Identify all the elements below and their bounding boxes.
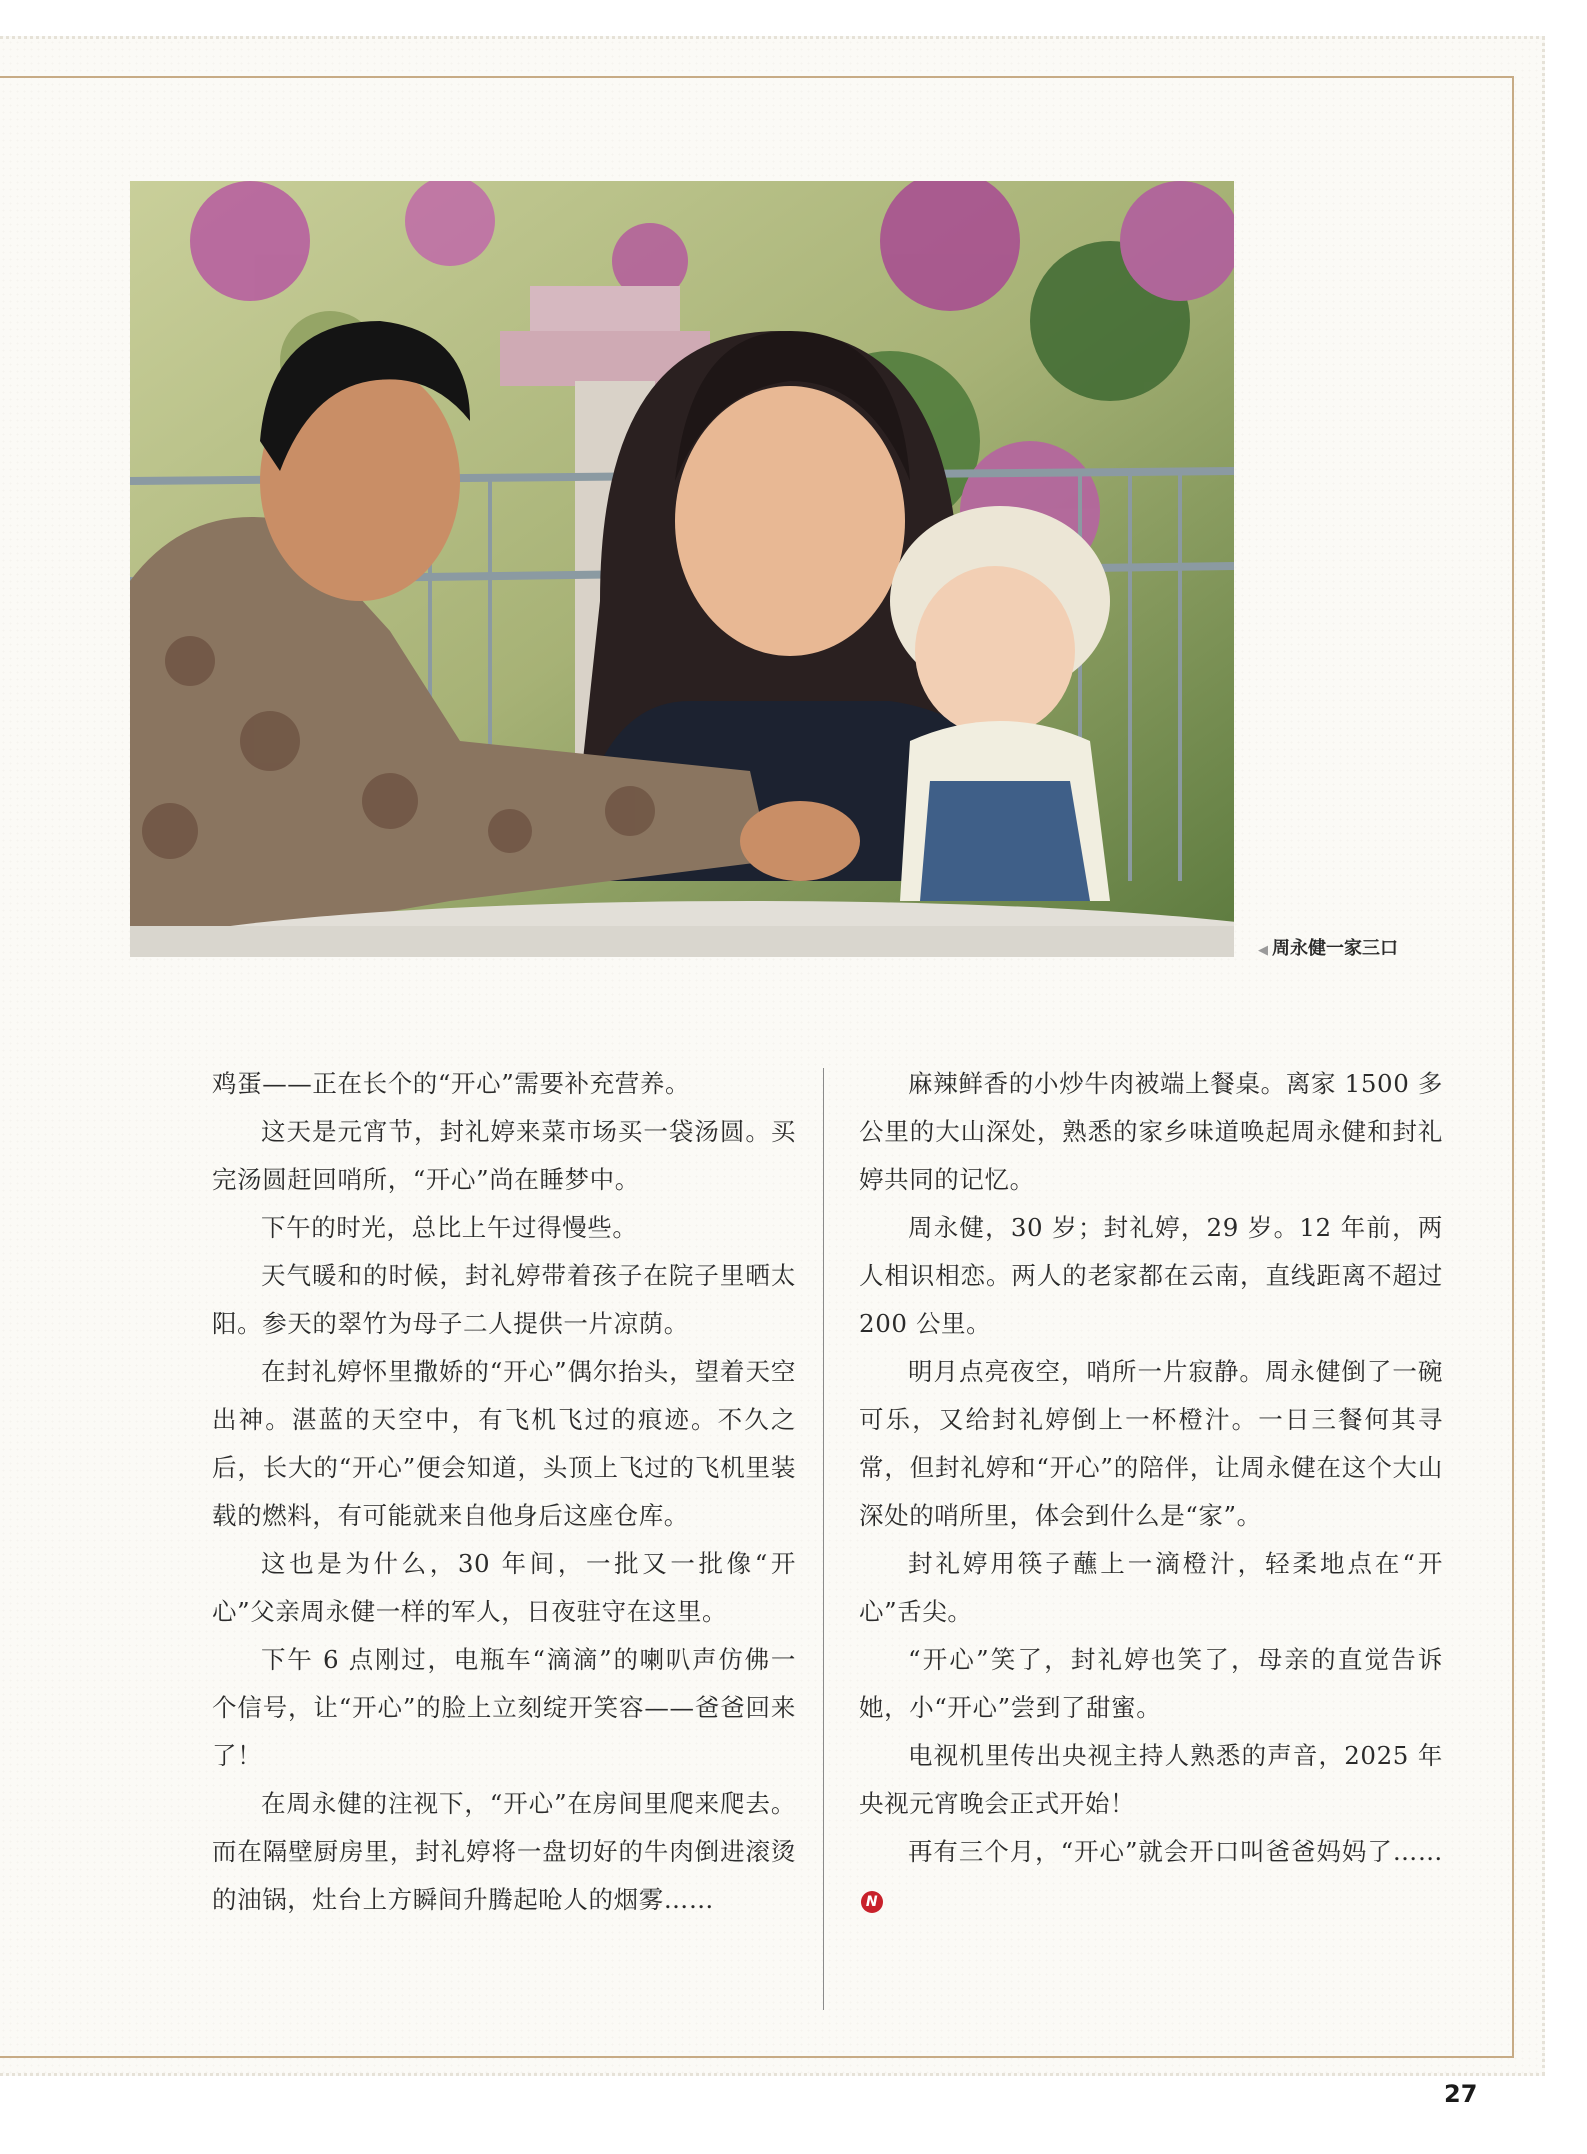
paragraph: “开心”笑了，封礼婷也笑了，母亲的直觉告诉她，小“开心”尝到了甜蜜。: [859, 1645, 1443, 1722]
paragraph: 在封礼婷怀里撒娇的“开心”偶尔抬头，望着天空出神。湛蓝的天空中，有飞机飞过的痕迹。不久之后，长大的“开心”便会知道，头顶上飞过的飞机里装载的燃料，有可能就来自他身后这座仓库。: [212, 1357, 796, 1530]
photo-caption: [1258, 934, 1398, 960]
paragraph: 天气暖和的时候，封礼婷带着孩子在院子里晒太阳。参天的翠竹为母子二人提供一片凉荫。: [212, 1261, 796, 1338]
paragraph: 明月点亮夜空，哨所一片寂静。周永健倒了一碗可乐，又给封礼婷倒上一杯橙汁。一日三餐何其寻常，但封礼婷和“开心”的陪伴，让周永健在这个大山深处的哨所里，体会到什么是“家”。: [859, 1357, 1443, 1530]
paragraph: 周永健，30 岁；封礼婷，29 岁。12 年前，两人相识相恋。两人的老家都在云南，直线距离不超过 200 公里。: [859, 1213, 1443, 1338]
paragraph: 在周永健的注视下，“开心”在房间里爬来爬去。而在隔壁厨房里，封礼婷将一盘切好的牛肉倒进滚烫的油锅，灶台上方瞬间升腾起呛人的烟雾……: [212, 1789, 796, 1914]
last-paragraph: [859, 1828, 1443, 1924]
paragraph: 电视机里传出央视主持人熟悉的声音，2025 年央视元宵晚会正式开始！: [859, 1741, 1443, 1818]
paragraph: 麻辣鲜香的小炒牛肉被端上餐桌。离家 1500 多公里的大山深处，熟悉的家乡味道唤起周永健和封礼婷共同的记忆。: [859, 1069, 1443, 1194]
paragraph: 这也是为什么，30 年间，一批又一批像“开心”父亲周永健一样的军人，日夜驻守在这里。: [212, 1549, 796, 1626]
paragraph: 下午的时光，总比上午过得慢些。: [261, 1213, 638, 1242]
article-left-column: [212, 1060, 796, 1924]
column-divider: [823, 1068, 824, 2010]
paragraph: 下午 6 点刚过，电瓶车“滴滴”的喇叭声仿佛一个信号，让“开心”的脸上立刻绽开笑容——爸爸回来了！: [212, 1645, 796, 1770]
end-mark-icon: N: [861, 1891, 883, 1913]
paragraph: 鸡蛋——正在长个的“开心”需要补充营养。: [212, 1069, 691, 1098]
family-photo: [130, 181, 1234, 957]
paragraph: 这天是元宵节，封礼婷来菜市场买一袋汤圆。买完汤圆赶回哨所，“开心”尚在睡梦中。: [212, 1117, 796, 1194]
family-photo-illustration: [130, 181, 1234, 957]
photo-caption-text: 周永健一家三口: [1272, 938, 1398, 959]
paragraph: 封礼婷用筷子蘸上一滴橙汁，轻柔地点在“开心”舌尖。: [859, 1549, 1443, 1626]
caption-pointer-icon: ◀: [1258, 943, 1268, 958]
page-number: 27: [1444, 2080, 1478, 2108]
article-right-column: [859, 1060, 1443, 1924]
paragraph-text: 再有三个月，“开心”就会开口叫爸爸妈妈了……: [908, 1837, 1443, 1866]
